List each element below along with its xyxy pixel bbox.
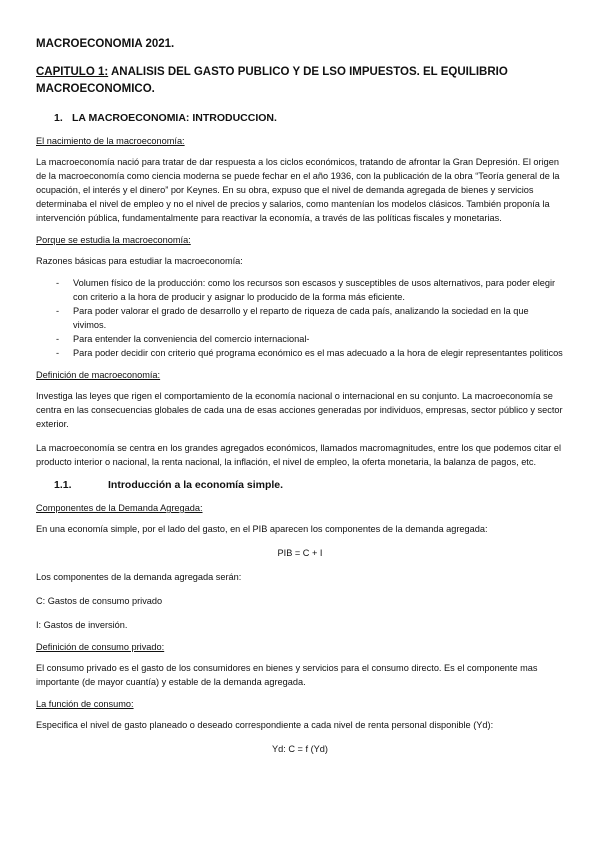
chapter-heading (36, 64, 564, 98)
pib-formula: PIB = C + I (277, 548, 323, 558)
nacimiento-heading: El nacimiento de la macroeconomía: (36, 136, 185, 146)
consumo-paragraph: El consumo privado es el gasto de los consumidores en bienes y servicios para el consumo directo. Es el componente mas importante (de mayor cuantía) y estable de la demanda agregada. (36, 663, 538, 687)
consumption-formula: Yd: C = f (Yd) (272, 744, 328, 754)
list-item: - Volumen físico de la producción: como los recursos son escasos y susceptibles de usos alternativos, para poder elegir con criterio a la hora de producir y asignar lo producido de la forma más eficiente. (56, 278, 556, 302)
chapter-label: CAPITULO 1: (36, 66, 109, 78)
section-1-number: 1. (54, 112, 63, 124)
definicion-paragraph-1: Investiga las leyes que rigen el comportamiento de la economía nacional o internacional en su conjunto. La macroeconomía se centra en las consecuencias globales de cada una de esas acciones generadas por individuos, empresas, sector público y sector exterior. (36, 391, 563, 429)
component-i: I: Gastos de inversión. (36, 620, 128, 630)
definicion-paragraph-2: La macroeconomía se centra en los grandes agregados económicos, llamados macromagnitudes, entre los que podemos citar el producto interior o nacional, la renta nacional, la inflación, el nivel de empleo, la oferta monetaria, la balanza de pagos, etc. (36, 443, 561, 467)
list-item: - Para entender la conveniencia del comercio internacional- (56, 334, 310, 344)
chapter-title: ANALISIS DEL GASTO PUBLICO Y DE LSO IMPUESTOS. EL EQUILIBRIO MACROECONOMICO. (36, 66, 508, 95)
definicion-heading: Definición de macroeconomía: (36, 370, 161, 380)
section-1-1-number: 1.1. (54, 479, 72, 491)
funcion-paragraph: Especifica el nivel de gasto planeado o deseado correspondiente a cada nivel de renta personal disponible (Yd): (36, 720, 494, 730)
section-1-heading (54, 112, 564, 124)
porque-intro: Razones básicas para estudiar la macroeconomía: (36, 256, 243, 266)
consumo-heading: Definición de consumo privado: (36, 642, 165, 652)
section-1-title: LA MACROECONOMIA: INTRODUCCION. (72, 112, 277, 124)
componentes-heading: Componentes de la Demanda Agregada: (36, 503, 203, 513)
document-title: MACROECONOMIA 2021. (36, 38, 175, 50)
list-item: - Para poder decidir con criterio qué programa económico es el mas adecuado a la hora de elegir representantes politicos (56, 348, 563, 358)
funcion-heading: La función de consumo: (36, 699, 134, 709)
list-item: - Para poder valorar el grado de desarrollo y el reparto de riqueza de cada país, analizando la sociedad en la que vivimos. (56, 306, 529, 330)
nacimiento-paragraph: La macroeconomía nació para tratar de dar respuesta a los ciclos económicos, tratando de afrontar la Gran Depresión. El origen de la macroeconomía como ciencia moderna se puede fechar en el año 1936, con la publicación de la obra “Teoría general de la ocupación, el interés y el dinero” por Keynes. En su obra, expuso que el nivel de demanda agregada de bienes y servicios determinaba el nivel de empleo y no el nivel de precios y salarios, como mantenían los modelos clásicos. También proponía la intervención pública, fundamentalmente para reactivar la economía, a través de las políticas fiscales y monetarias. (36, 157, 560, 223)
componentes-list-intro: Los componentes de la demanda agregada serán: (36, 572, 242, 582)
componentes-paragraph: En una economía simple, por el lado del gasto, en el PIB aparecen los componentes de la demanda agregada: (36, 524, 488, 534)
section-1-1-heading (54, 479, 564, 491)
reasons-list (36, 276, 564, 360)
component-c: C: Gastos de consumo privado (36, 596, 163, 606)
section-1-1-title: Introducción a la economía simple. (108, 479, 284, 491)
porque-heading: Porque se estudia la macroeconomía: (36, 235, 191, 245)
